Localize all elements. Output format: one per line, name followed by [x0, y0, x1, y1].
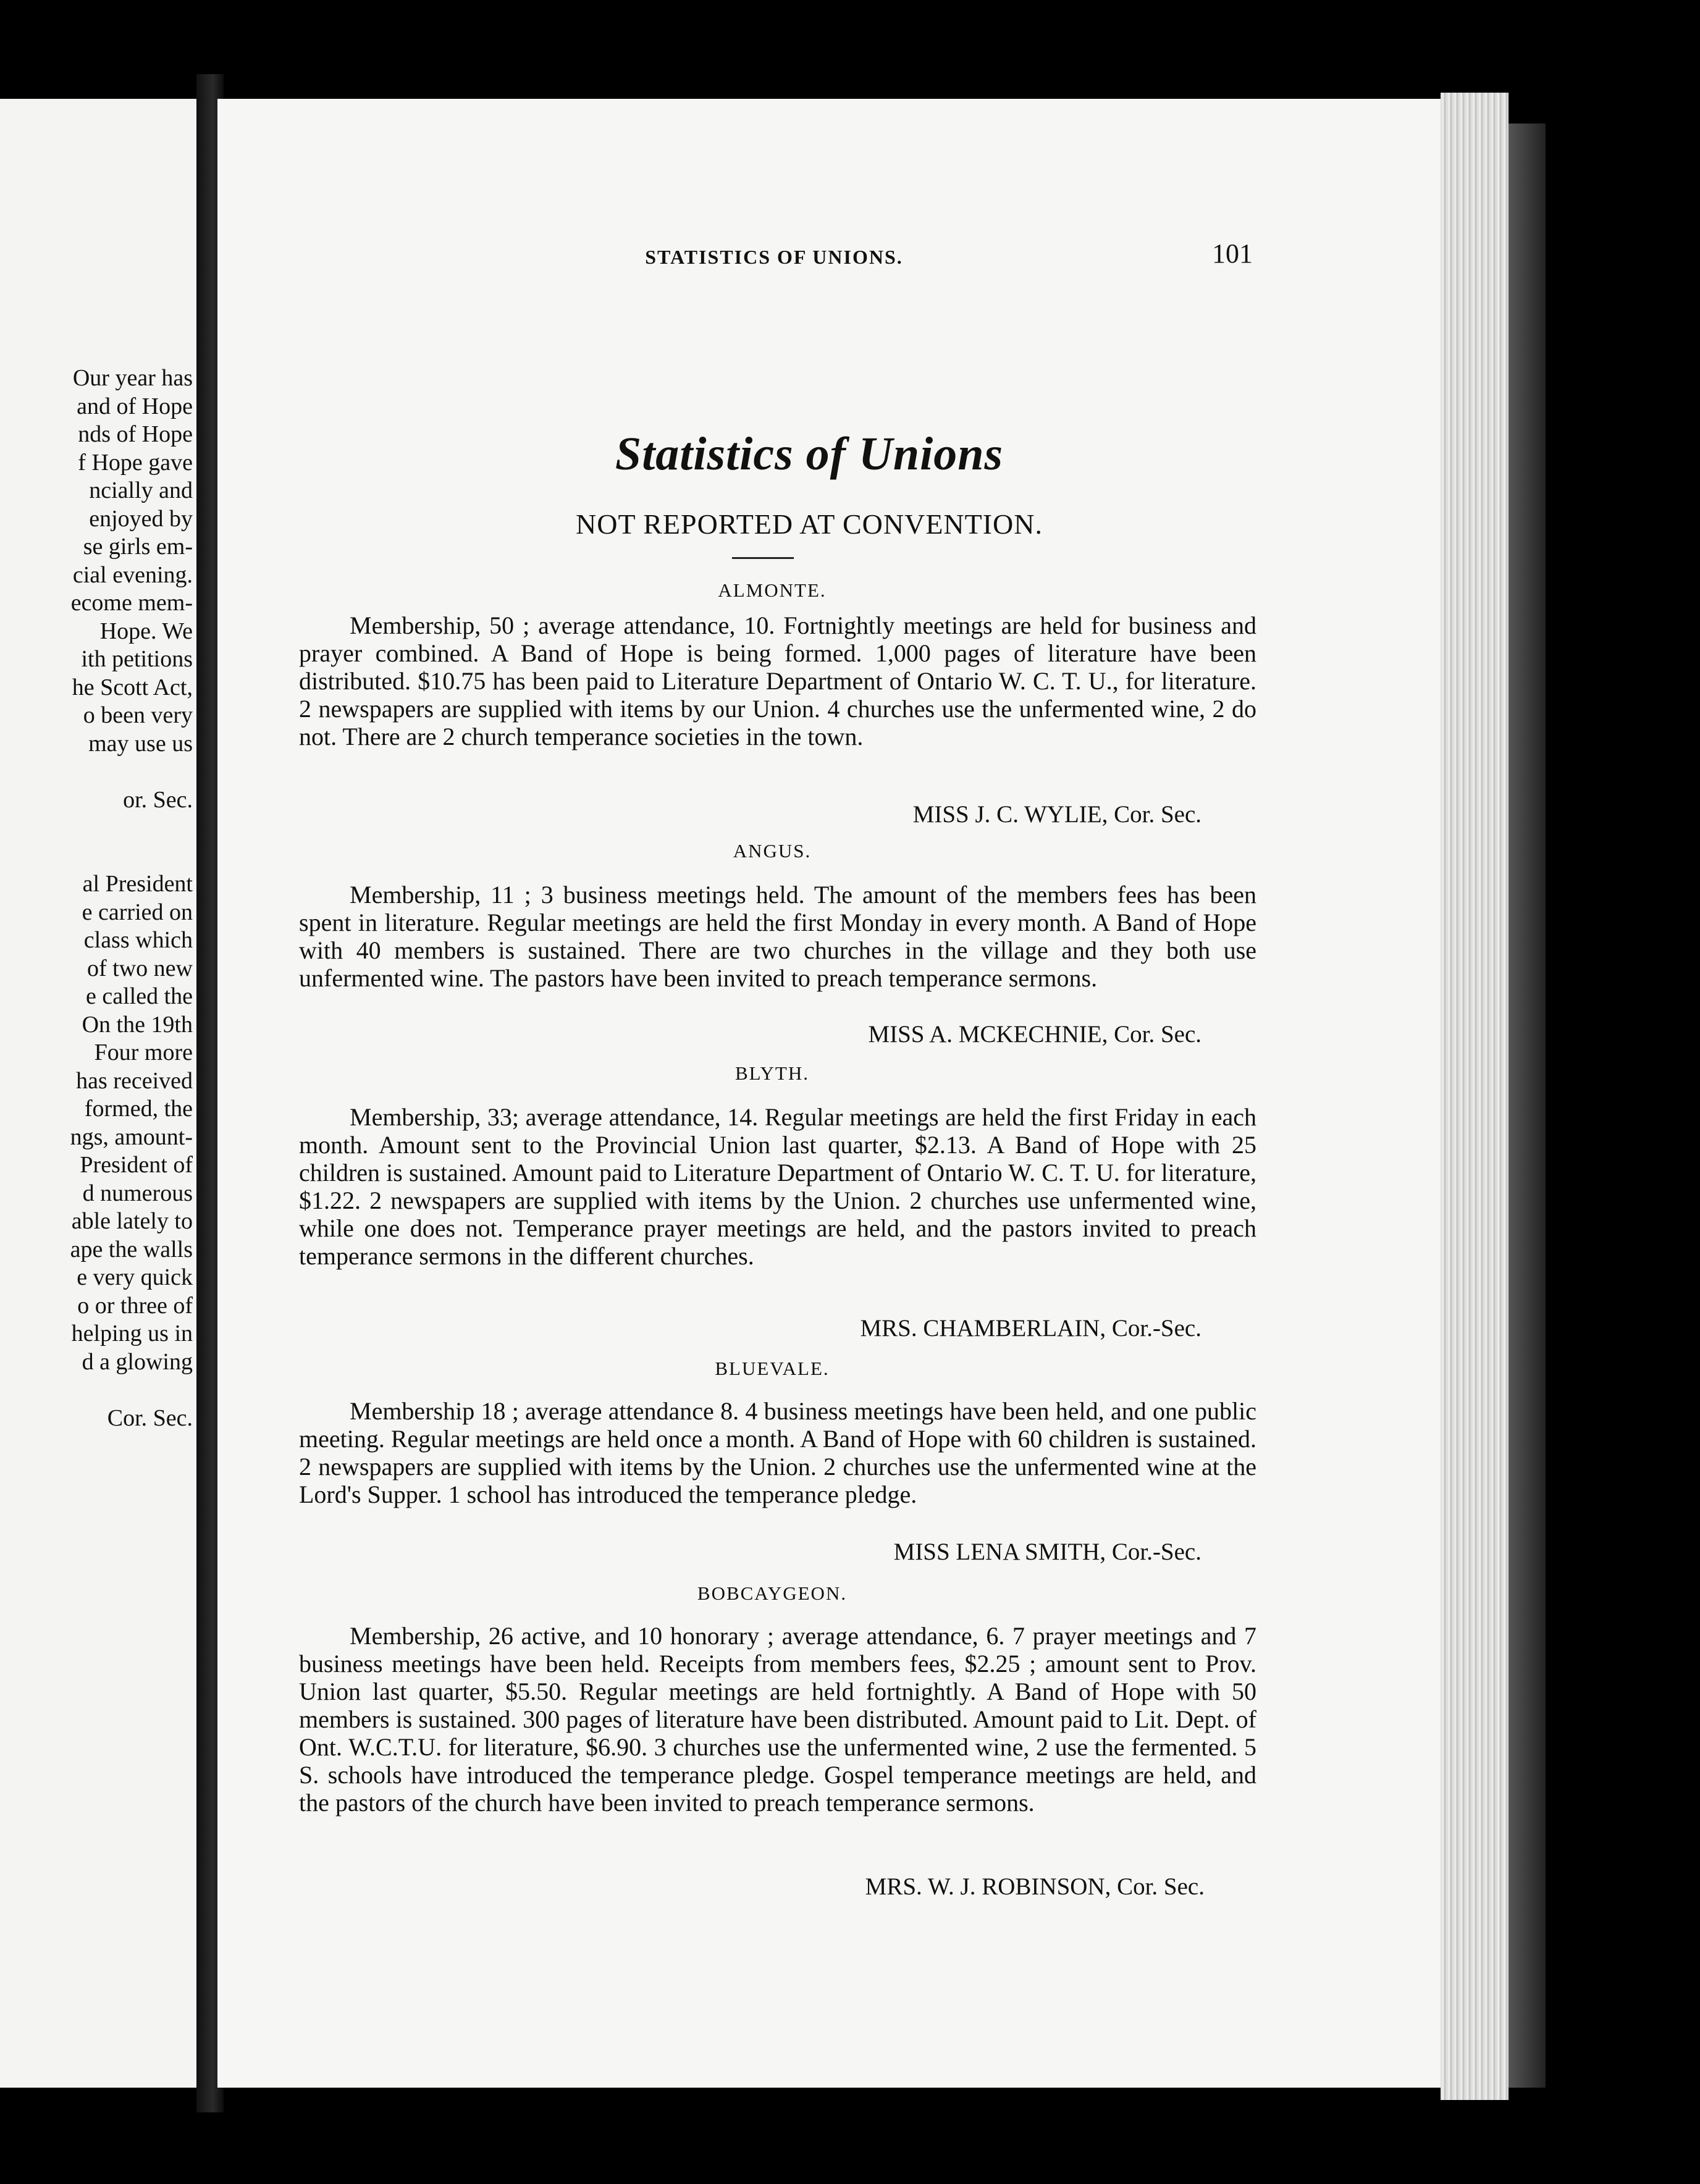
left-page-line: o been very: [83, 702, 193, 728]
left-page-line: of two new: [87, 955, 193, 981]
section-text-bluevale: Membership 18 ; average attendance 8. 4 business meetings have been held, and one public meeting. Regular meetings are held once a month. A Band of Hope with 60 children is sustained. 2 newspapers are supplied with items by the Union. 2 churches use the unfermented wine at the Lord's Supper. 1 school has introduced the temperance pledge.: [299, 1397, 1256, 1508]
section-text-angus: Membership, 11 ; 3 business meetings held. The amount of the members fees has been spent in literature. Regular meetings are held the first Monday in every month. A Band of Hope with 40 members is sustained. There are two churches in the village and they both use unfermented wine. The pastors have been invited to preach temperance sermons.: [299, 881, 1256, 992]
book-cover-edge: [1509, 124, 1546, 2088]
left-page-line: e very quick: [77, 1264, 193, 1290]
left-page-line: President of: [80, 1152, 193, 1178]
signature-almonte: MISS J. C. WYLIE, Cor. Sec.: [912, 801, 1201, 828]
left-page-line: may use us: [88, 730, 193, 757]
section-heading-blyth: BLYTH.: [735, 1062, 809, 1084]
running-header: STATISTICS OF UNIONS.: [645, 246, 903, 268]
left-facing-page: [0, 99, 196, 2088]
page-number: 101: [1212, 238, 1253, 269]
left-page-line: enjoyed by: [89, 505, 193, 532]
left-page-line: Hope. We: [99, 618, 193, 644]
title-rule: [732, 557, 794, 559]
page-title: Statistics of Unions: [615, 428, 1004, 480]
section-text-bobcaygeon: Membership, 26 active, and 10 honorary ; average attendance, 6. 7 prayer meetings and 7 business meetings have been held. Receipts from members fees, $2.25 ; amount sent to Prov. Union last quarter, $5.50. Regular meetings are held fortnightly. A Band of Hope with 50 members is sustained. 300 pages of literature have been distributed. Amount paid to Lit. Dept. of Ont. W.C.T.U. for literature, $6.90. 3 churches use the unfermented wine, 2 use the fermented. 5 S. schools have introduced the temperance pledge. Gospel temperance meetings are held, and the pastors of the church have been invited to preach temperance sermons.: [299, 1622, 1256, 1816]
section-text-almonte: Membership, 50 ; average attendance, 10. Fortnightly meetings are held for business and prayer combined. A Band of Hope is being formed. 1,000 pages of literature have been distributed. $10.75 has been paid to Literature Department of Ontario W. C. T. U., for literature. 2 newspapers are supplied with items by our Union. 4 churches use the unfermented wine, 2 do not. There are 2 church temperance societies in the town.: [299, 611, 1256, 750]
section-heading-bluevale: BLUEVALE.: [715, 1358, 830, 1379]
left-page-line: e called the: [85, 983, 193, 1009]
left-page-line: Four more: [94, 1040, 193, 1065]
signature-bobcaygeon: MRS. W. J. ROBINSON, Cor. Sec.: [865, 1873, 1205, 1900]
signature-angus: MISS A. MCKECHNIE, Cor. Sec.: [868, 1021, 1201, 1048]
left-page-line: nds of Hope: [78, 421, 193, 447]
left-page-line: has received: [76, 1067, 193, 1094]
signature-blyth: MRS. CHAMBERLAIN, Cor.-Sec.: [860, 1315, 1201, 1342]
left-page-line: cial evening.: [72, 561, 193, 588]
left-page-line: Our year has: [72, 365, 193, 391]
left-page-line: d numerous: [82, 1180, 193, 1206]
page-edges: [1441, 93, 1509, 2100]
left-page-line: ngs, amount-: [70, 1124, 193, 1150]
left-page-line: e carried on: [82, 899, 193, 925]
left-page-line: formed, the: [84, 1096, 193, 1122]
left-page-line: ape the walls: [70, 1236, 193, 1262]
left-page-line: Cor. Sec.: [107, 1405, 193, 1431]
signature-bluevale: MISS LENA SMITH, Cor.-Sec.: [893, 1539, 1201, 1565]
page-subtitle: NOT REPORTED AT CONVENTION.: [576, 508, 1043, 540]
left-page-line: and of Hope: [77, 393, 193, 419]
section-heading-angus: ANGUS.: [733, 840, 812, 862]
left-page-line: f Hope gave: [78, 449, 193, 476]
section-heading-almonte: ALMONTE.: [718, 579, 827, 601]
left-page-line: helping us in: [71, 1321, 193, 1346]
left-page-line: class which: [83, 927, 193, 953]
left-page-line: ecome mem-: [70, 590, 193, 616]
left-page-line: ith petitions: [81, 646, 193, 672]
left-page-line: or. Sec.: [123, 786, 193, 813]
left-page-line: able lately to: [71, 1208, 193, 1234]
left-page-line: ncially and: [89, 477, 193, 503]
left-page-line: d a glowing: [82, 1348, 193, 1375]
left-page-line: o or three of: [77, 1292, 193, 1319]
left-page-line: he Scott Act,: [72, 674, 193, 700]
section-heading-bobcaygeon: BOBCAYGEON.: [697, 1582, 848, 1604]
left-page-line: al President: [82, 871, 193, 897]
left-page-line: se girls em-: [83, 534, 193, 560]
section-text-blyth: Membership, 33; average attendance, 14. Regular meetings are held the first Friday in each month. Amount sent to the Provincial Union last quarter, $2.13. A Band of Hope with 25 children is sustained. Amount paid to Literature Department of Ontario W. C. T. U. for literature, $1.22. 2 newspapers are supplied with items by the Union. 2 churches use unfermented wine, while one does not. Temperance prayer meetings are held, and the pastors invited to preach temperance sermons in the different churches.: [299, 1103, 1256, 1270]
left-page-line: On the 19th: [82, 1011, 193, 1038]
